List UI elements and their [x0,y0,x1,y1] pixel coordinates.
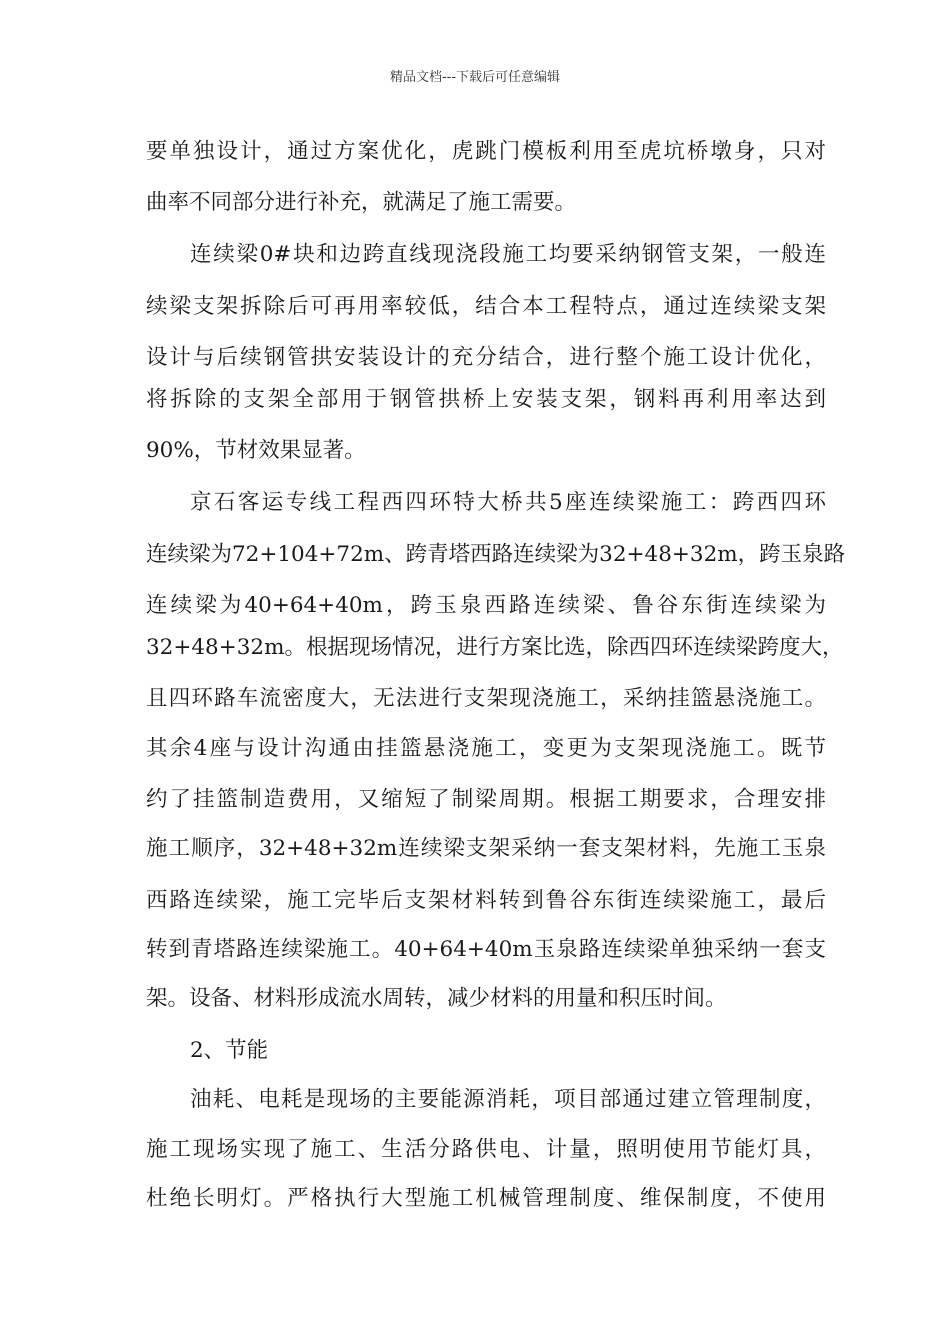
paragraph-first-line: 油耗、电耗是现场的主要能源消耗，项目部通过建立管理制度， [190,1087,826,1112]
section-heading: 2、节能 [190,1038,269,1063]
paragraph-first-line: 连续梁0#块和边跨直线现浇段施工均要采纳钢管支架，一般连 [190,242,826,267]
text-line: 连续梁为72+104+72m、跨青塔西路连续梁为32+48+32m，跨玉泉路 [146,542,846,567]
text-line: 32+48+32m。根据现场情况，进行方案比选，除西四环连续梁跨度大， [146,635,844,660]
text-line: 且四环路车流密度大，无法进行支架现浇施工，采纳挂篮悬浇施工。 [146,686,826,711]
text-line: 施工顺序，32+48+32m连续梁支架采纳一套支架材料，先施工玉泉 [146,836,826,861]
text-line: 续梁支架拆除后可再用率较低，结合本工程特点，通过连续梁支架 [146,294,826,319]
text-line: 约了挂篮制造费用，又缩短了制梁周期。根据工期要求，合理安排 [146,787,826,812]
paragraph-first-line: 京石客运专线工程西四环特大桥共5座连续梁施工：跨西四环 [190,490,826,515]
text-line: 杜绝长明灯。严格执行大型施工机械管理制度、维保制度，不使用 [146,1186,826,1211]
text-line: 架。设备、材料形成流水周转，减少材料的用量和积压时间。 [146,986,727,1011]
text-line: 曲率不同部分进行补充，就满足了施工需要。 [146,190,577,215]
page-header: 精品文档---下载后可任意编辑 [389,70,561,85]
text-line: 90%，节材效果显著。 [146,438,366,463]
text-line: 连续梁为40+64+40m，跨玉泉西路连续梁、鲁谷东街连续梁为 [146,593,826,618]
text-line: 设计与后续钢管拱安装设计的充分结合，进行整个施工设计优化， [146,345,826,370]
text-line: 要单独设计，通过方案优化，虎跳门模板利用至虎坑桥墩身，只对 [146,139,826,164]
text-line: 将拆除的支架全部用于钢管拱桥上安装支架，钢料再利用率达到 [146,387,826,412]
text-line: 其余4座与设计沟通由挂篮悬浇施工，变更为支架现浇施工。既节 [146,736,826,761]
text-line: 西路连续梁，施工完毕后支架材料转到鲁谷东街连续梁施工，最后 [146,888,826,913]
text-line: 转到青塔路连续梁施工。40+64+40m玉泉路连续梁单独采纳一套支 [146,937,826,962]
text-line: 施工现场实现了施工、生活分路供电、计量，照明使用节能灯具， [146,1137,826,1162]
